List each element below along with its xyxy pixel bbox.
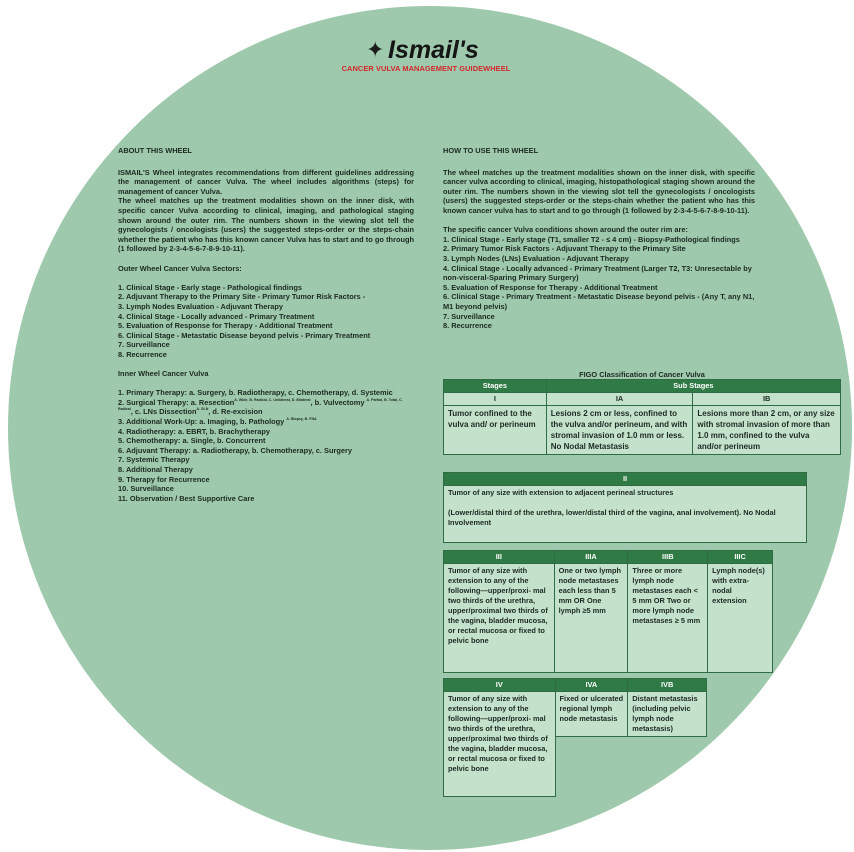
substage-desc: Distant metastasis (including pelvic lymph node metastasis) <box>628 692 707 737</box>
condition-item: 4. Clinical Stage - Locally advanced - Primary Treatment (Larger T2, T3: Unresectable by non-visceral-Sparing Primary Surgery) <box>443 263 752 283</box>
condition-item: 8. Recurrence <box>443 321 492 331</box>
inner-item-text: , b. Vulvectomy <box>310 397 365 407</box>
howto-heading: HOW TO USE THIS WHEEL <box>443 146 539 155</box>
wheel-logo-icon: ✦ <box>366 38 385 63</box>
inner-wheel-item <box>118 417 414 427</box>
outer-sectors-heading: Outer Wheel Cancer Vulva Sectors: <box>118 263 242 273</box>
substage-desc: Lesions more than 2 cm, or any size with stromal invasion of more than 1.0 mm, confined to the vulva and/or perineum <box>693 406 841 455</box>
stage-desc: Tumor of any size with extension to any of the following—upper/proxi- mal two thirds of the urethra, upper/proximal two thirds of the vagina, bladder mucosa, or rectal mucosa or fixed to pelvic bone <box>444 564 555 673</box>
substages-header: Sub Stages <box>546 380 840 393</box>
stage-desc: Tumor confined to the vulva and/ or perineum <box>444 406 547 455</box>
outer-sector-item: 5. Evaluation of Response for Therapy - Additional Treatment <box>118 321 333 331</box>
inner-wheel-item: 1. Primary Therapy: a. Surgery, b. Radiotherapy, c. Chemotherapy, d. Systemic <box>118 388 393 398</box>
inner-wheel-item: 4. Radiotherapy: a. EBRT, b. Brachytherapy <box>118 426 270 436</box>
figo-stage-iii-table <box>443 550 773 673</box>
condition-item: 6. Clinical Stage - Primary Treatment - Metastatic Disease beyond pelvis - (Any T, any N1, M1 beyond pelvis) <box>443 292 755 311</box>
about-heading: ABOUT THIS WHEEL <box>118 146 192 155</box>
howto-section <box>443 146 755 331</box>
stage-label: IV <box>444 679 556 692</box>
substage-label: IA <box>546 393 693 406</box>
stage-ii-desc: Tumor of any size with extension to adjacent perineal structures <box>448 488 674 497</box>
conditions-heading: The specific cancer Vulva conditions shown around the outer rim are: <box>443 225 688 235</box>
condition-item: 3. Lymph Nodes (LNs) Evaluation - Adjuvant Therapy <box>443 253 629 263</box>
substage-label: IVA <box>555 679 628 692</box>
figo-stage-i-table <box>443 379 841 455</box>
outer-sector-item: 3. Lymph Nodes Evaluation - Adjuvant Therapy <box>118 301 283 311</box>
inner-wheel-item: 8. Additional Therapy <box>118 465 193 474</box>
howto-intro: The wheel matches up the treatment modalities shown on the inner disk, with specific cancer vulva according to clinical, imaging, histopathological staging shown around the outer rim. The numbers shown in the viewing slot tell the gynecologists / oncologists (users) the suggested steps-order or the steps-chain whether the patient who has this known cancer vulva has to start and to go through (1 followed by 2-3-4-5-6-7-8-9-10-11). <box>443 167 755 215</box>
inner-item-note: A. Biopsy, B. FNA <box>286 417 317 422</box>
inner-item-text: 3. Additional Work-Up: a. Imaging, b. Pathology <box>118 417 285 427</box>
outer-sector-item: 1. Clinical Stage - Early stage - Pathological findings <box>118 282 302 292</box>
inner-wheel-heading: Inner Wheel Cancer Vulva <box>118 369 209 379</box>
outer-sector-item: 7. Surveillance <box>118 340 170 350</box>
stage-label: II <box>444 473 807 486</box>
stage-ii-detail: (Lower/distal third of the urethra, lower/distal third of the vagina, anal involvement). No Nodal Involvement <box>448 508 776 527</box>
stages-header: Stages <box>444 380 547 393</box>
about-section <box>118 146 414 503</box>
figo-stage-iv-table <box>443 678 707 797</box>
substage-desc: Lesions 2 cm or less, confined to the vulva and/or perineum, and with stromal invasion of 1.0 mm or less. No Nodal Metastasis <box>546 406 693 455</box>
outer-sector-item: 8. Recurrence <box>118 349 167 359</box>
condition-item: 5. Evaluation of Response for Therapy - Additional Treatment <box>443 282 658 292</box>
substage-label: IIIC <box>708 551 773 564</box>
brand-name: Ismail's <box>388 36 479 64</box>
inner-item-note: A. Wide, B. Radical, C. Unilateral, D. Bilateral <box>234 397 311 402</box>
inner-wheel-item: 10. Surveillance <box>118 484 174 494</box>
substage-desc: Fixed or ulcerated regional lymph node metastasis <box>555 692 628 737</box>
substage-desc: Lymph node(s) with extra-nodal extension <box>708 564 773 673</box>
condition-item: 2. Primary Tumor Risk Factors - Adjuvant Therapy to the Primary Site <box>443 244 686 254</box>
substage-label: IIIA <box>554 551 628 564</box>
substage-label: IB <box>693 393 841 406</box>
inner-wheel-item: 9. Therapy for Recurrence <box>118 474 210 484</box>
inner-item-text: 2. Surgical Therapy: a. Resection <box>118 397 235 407</box>
figo-title: FIGO Classification of Cancer Vulva <box>579 370 705 379</box>
substage-desc: Three or more lymph node metastases each < 5 mm OR Two or more lymph node metastases ≥ 5 mm <box>628 564 708 673</box>
about-intro: ISMAIL'S Wheel integrates recommendations from different guidelines addressing the management of cancer Vulva. The wheel includes algorithms (steps) for management of cancer Vulva. <box>118 167 414 196</box>
outer-sector-item: 6. Clinical Stage - Metastatic Disease beyond pelvis - Primary Treatment <box>118 330 371 340</box>
inner-item-note: A. SLN <box>196 407 209 412</box>
figo-stage-ii-table <box>443 472 807 543</box>
outer-sector-item: 4. Clinical Stage - Locally advanced - Primary Treatment <box>118 311 315 321</box>
substage-label: IIIB <box>628 551 708 564</box>
substage-desc: One or two lymph node metastases each less than 5 mm OR One lymph ≥5 mm <box>554 564 628 673</box>
substage-label: IVB <box>628 679 707 692</box>
inner-wheel-item: 5. Chemotherapy: a. Single, b. Concurrent <box>118 436 266 446</box>
inner-item-text: , c. LNs Dissection <box>130 407 197 417</box>
stage-desc: Tumor of any size with extension to any of the following—upper/proxi- mal two thirds of the urethra, upper/proximal two thirds of the vagina, bladder mucosa, or rectal mucosa or fixed to pelvic bone <box>444 692 556 797</box>
condition-item: 7. Surveillance <box>443 311 495 321</box>
inner-wheel-item: 7. Systemic Therapy <box>118 455 190 465</box>
stage-label: I <box>444 393 547 406</box>
wheel-subtitle: CANCER VULVA MANAGEMENT GUIDEWHEEL <box>341 64 511 73</box>
inner-item-note: A. Partial, B. Total, C. Radical <box>118 397 403 412</box>
inner-wheel-item: 6. Adjuvant Therapy: a. Radiotherapy, b. Chemotherapy, c. Surgery <box>118 445 352 455</box>
condition-item: 1. Clinical Stage - Early stage (T1, smaller T2 - ≤ 4 cm) - Biopsy-Pathological findings <box>443 234 740 244</box>
inner-wheel-item <box>118 398 414 417</box>
inner-item-text: , d. Re-excision <box>208 407 263 417</box>
about-usage: The wheel matches up the treatment modalities shown on the inner disk, with specific cancer Vulva according to clinical, imaging, and pathological staging shown around the outer rim. The numbers shown in the viewing slot tell the gynecologists / oncologists (users) the suggested steps-order or the steps-chain whether the patient who has this known cancer Vulva has to start and to go through (1 followed by 2-3-4-5-6-7-8-9-10-11). <box>118 196 414 254</box>
outer-sector-item: 2. Adjuvant Therapy to the Primary Site - Primary Tumor Risk Factors - <box>118 292 366 302</box>
stage-desc <box>444 486 807 543</box>
empty-cell <box>555 737 706 797</box>
inner-wheel-item: 11. Observation / Best Supportive Care <box>118 493 255 503</box>
stage-label: III <box>444 551 555 564</box>
